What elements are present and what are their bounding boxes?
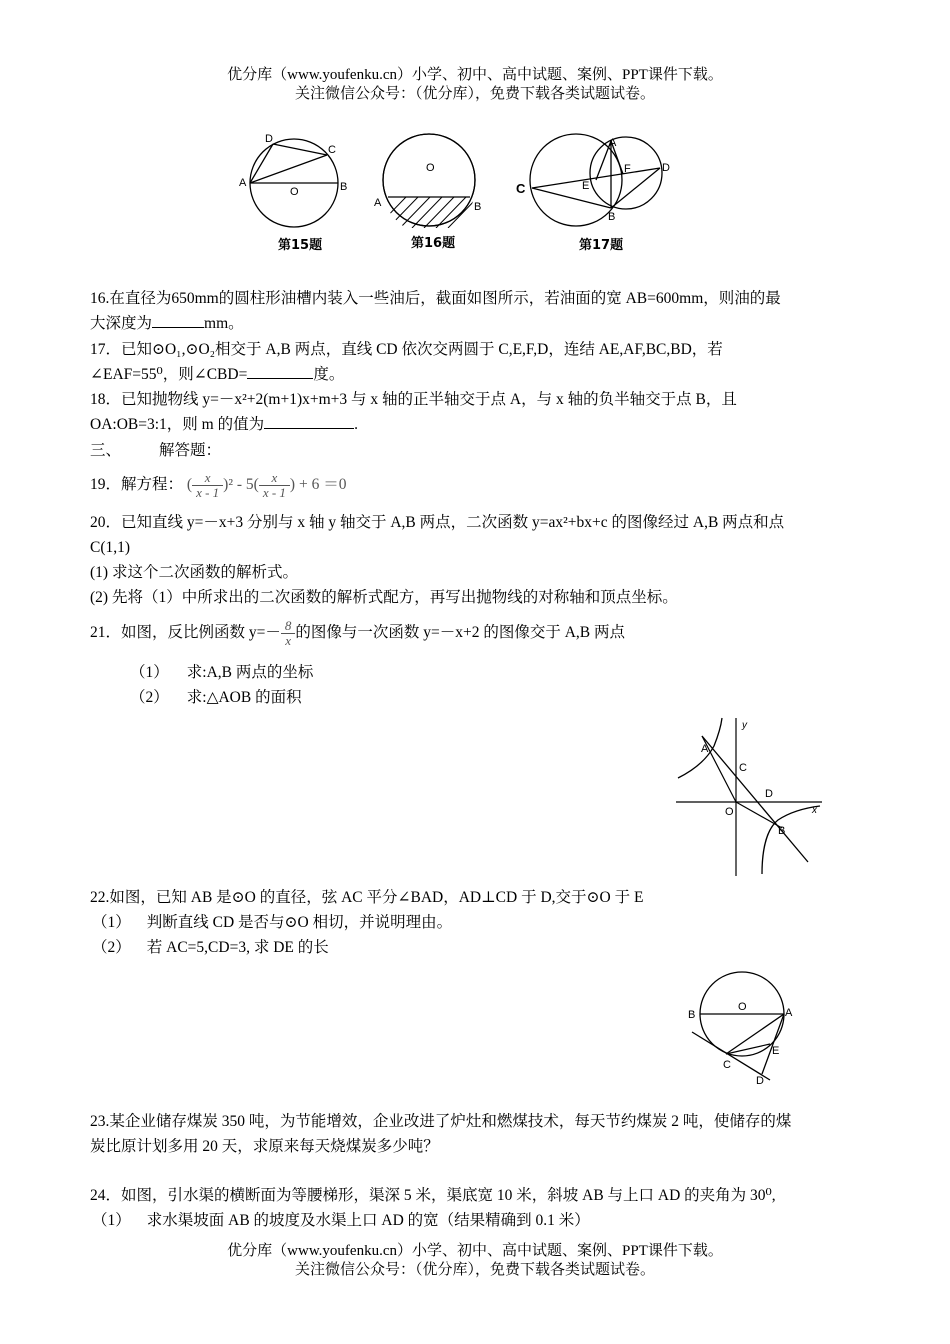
fig15-label-O: O — [290, 186, 299, 198]
q21-sub-1-num: （1） — [130, 664, 169, 681]
q20-line-2: C(1,1) — [90, 539, 131, 556]
q19-part-3: ) + 6 ＝0 — [289, 476, 347, 493]
footer-line-2: 关注微信公众号：（优分库），免费下载各类试题试卷。 — [294, 1262, 655, 1278]
q17-line-2 — [90, 362, 344, 387]
q21-frac-num: 8 — [281, 619, 296, 634]
q19-frac2-den: x - 1 — [262, 484, 286, 500]
q19-fraction-2 — [259, 471, 290, 500]
fig17-label-C: C — [516, 181, 526, 196]
q20-line-1: 20．已知直线 y=－x+3 分别与 x 轴 y 轴交于 A,B 两点，二次函数 y=ax²+bx+c 的图像经过 A,B 两点和点 — [90, 514, 785, 531]
section-3-heading — [90, 438, 221, 463]
q22-sub-2-num: （2） — [92, 939, 131, 956]
q22-sub-2-text: 若 AC=5,CD=3, 求 DE 的长 — [146, 939, 329, 956]
fig15-label-B: B — [340, 181, 348, 193]
figure-17 — [512, 128, 682, 228]
q24-line-1: 24．如图，引水渠的横断面为等腰梯形，渠深 5 米，渠底宽 10 米，斜坡 AB 与上口 AD 的夹角为 30⁰, — [90, 1187, 776, 1204]
fig17-label-F: F — [624, 163, 631, 175]
q21-line — [90, 618, 625, 648]
q19-line — [90, 470, 346, 500]
figure-16 — [370, 128, 490, 228]
q22-sub-1-num: （1） — [92, 914, 131, 931]
header-line-1: 优分库（www.youfenku.cn）小学、初中、高中试题、案例、PPT课件下载。 — [227, 67, 723, 83]
fig21-label-D: D — [765, 788, 773, 800]
q21-text-b: 的图像与一次函数 y=－x+2 的图像交于 A,B 两点 — [295, 624, 626, 641]
q19-part-1: ( — [186, 476, 193, 493]
fig16-caption: 第16题 — [411, 236, 456, 251]
fig22-label-B: B — [688, 1009, 696, 1021]
q18-line-2 — [90, 412, 358, 437]
q17-text-b: 度。 — [313, 366, 345, 383]
q16-text-a: 大深度为 — [90, 315, 153, 332]
q16-line-1: 16.在直径为650mm的圆柱形油槽内装入一些油后，截面如图所示，若油面的宽 AB=600mm，则油的最 — [90, 290, 781, 307]
q20-sub-2: (2) 先将（1）中所求出的二次函数的解析式配方，再写出抛物线的对称轴和顶点坐标。 — [90, 589, 678, 606]
footer-line-1: 优分库（www.youfenku.cn）小学、初中、高中试题、案例、PPT课件下载。 — [227, 1243, 723, 1259]
q19-frac2-num: x — [259, 471, 290, 486]
q22-line-1: 22.如图，已知 AB 是⊙O 的直径，弦 AC 平分∠BAD，AD⊥CD 于 D,交于⊙O 于 E — [90, 889, 644, 906]
q24-sub-1 — [92, 1208, 590, 1233]
q17-answer-blank[interactable] — [247, 362, 313, 379]
fig22-label-E: E — [772, 1045, 780, 1057]
figure-21 — [672, 716, 827, 878]
section-3-number: 三、 — [90, 442, 122, 459]
q23-line-2: 炭比原计划多用 20 天，求原来每天烧煤炭多少吨？ — [90, 1138, 439, 1155]
q23-line-1: 23.某企业储存煤炭 350 吨，为节能增效，企业改进了炉灶和燃煤技术，每天节约煤炭 2 吨，使储存的煤 — [90, 1113, 792, 1130]
fig15-label-C: C — [328, 144, 336, 156]
fig21-label-y: y — [742, 720, 747, 731]
fig21-label-A: A — [701, 743, 709, 755]
fig15-label-A: A — [239, 177, 247, 189]
fig21-label-x: x — [812, 805, 817, 816]
q16-text-b: mm。 — [204, 315, 244, 332]
q19-label: 19．解方程： — [90, 476, 184, 493]
q21-fraction — [281, 619, 296, 648]
q17-text-a: ∠EAF=55⁰，则∠CBD= — [90, 366, 248, 383]
q22-sub-1 — [92, 910, 452, 935]
q24-sub-1-text: 求水渠坡面 AB 的坡度及水渠上口 AD 的宽（结果精确到 0.1 米） — [146, 1212, 590, 1229]
fig22-label-O: O — [738, 1001, 747, 1013]
fig16-label-O: O — [426, 162, 435, 174]
q19-part-2: )² - 5( — [223, 476, 259, 493]
q21-sub-1 — [130, 660, 313, 685]
fig22-label-A: A — [785, 1007, 793, 1019]
fig17-label-A: A — [609, 137, 617, 149]
q24-sub-1-num: （1） — [92, 1212, 131, 1229]
fig17-caption: 第17题 — [579, 238, 624, 253]
q19-frac1-num: x — [192, 471, 223, 486]
fig17-label-D: D — [662, 162, 670, 174]
fig22-label-C: C — [723, 1059, 731, 1071]
q20-sub-1: (1) 求这个二次函数的解析式。 — [90, 564, 298, 581]
fig21-label-O: O — [725, 806, 734, 818]
q18-text-a: OA:OB=3:1，则 m 的值为 — [90, 416, 265, 433]
fig22-label-D: D — [756, 1075, 764, 1086]
q16-answer-blank[interactable] — [152, 311, 204, 328]
header-line-2: 关注微信公众号：（优分库），免费下载各类试题试卷。 — [294, 86, 655, 102]
q19-frac1-den: x - 1 — [196, 484, 220, 500]
figure-15 — [236, 128, 361, 228]
q16-line-2 — [90, 311, 244, 336]
q21-frac-den: x — [285, 632, 292, 648]
fig17-label-E: E — [582, 180, 590, 192]
q21-text-a: 21．如图，反比例函数 y=－ — [90, 624, 281, 641]
figure-22 — [686, 968, 798, 1086]
q21-sub-2-text: 求:△AOB 的面积 — [186, 689, 302, 706]
q18-line-1: 18．已知抛物线 y=－x²+2(m+1)x+m+3 与 x 轴的正半轴交于点 A，与 x 轴的负半轴交于点 B，且 — [90, 391, 737, 408]
q19-fraction-1 — [192, 471, 223, 500]
q21-sub-2-num: （2） — [130, 689, 169, 706]
q18-answer-blank[interactable] — [264, 412, 354, 429]
fig17-label-B: B — [608, 211, 616, 223]
q21-sub-1-text: 求:A,B 两点的坐标 — [186, 664, 314, 681]
fig21-label-C: C — [739, 762, 747, 774]
fig21-label-B: B — [778, 825, 786, 837]
fig15-caption: 第15题 — [278, 238, 323, 253]
section-3-title: 解答题： — [159, 442, 222, 459]
q22-sub-1-text: 判断直线 CD 是否与⊙O 相切，并说明理由。 — [146, 914, 453, 931]
q21-sub-2 — [130, 685, 302, 710]
q22-sub-2 — [92, 935, 329, 960]
q18-text-b: . — [354, 416, 358, 433]
fig16-label-B: B — [474, 201, 482, 213]
q17-line-1: 17．已知⊙O₁,⊙O₂相交于 A,B 两点，直线 CD 依次交两圆于 C,E,F,D，连结 AE,AF,BC,BD，若 — [90, 341, 723, 358]
fig16-label-A: A — [374, 197, 382, 209]
fig15-label-D: D — [265, 133, 273, 145]
